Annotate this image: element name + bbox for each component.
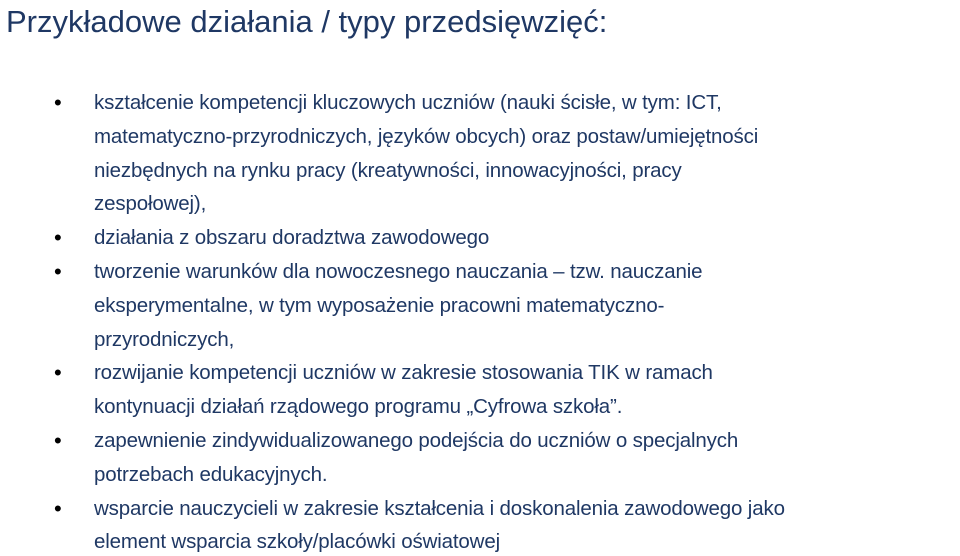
bullet-icon: • bbox=[54, 495, 62, 521]
bullet-text-line: kształcenie kompetencji kluczowych uczniów (nauki ścisłe, w tym: ICT, bbox=[94, 91, 722, 114]
bullet-item-career-counseling bbox=[0, 221, 960, 255]
bullet-item-special-needs bbox=[0, 424, 960, 492]
bullet-icon: • bbox=[54, 225, 62, 251]
bullet-text-line: element wsparcia szkoły/placówki oświatowej bbox=[94, 530, 500, 554]
bullet-text-line: wsparcie nauczycieli w zakresie kształcenia i doskonalenia zawodowego jako bbox=[94, 496, 785, 520]
bullet-icon: • bbox=[54, 427, 62, 453]
bullet-text-line: zespołowej), bbox=[94, 192, 207, 216]
bullet-icon: • bbox=[54, 258, 62, 284]
bullet-text-line: tworzenie warunków dla nowoczesnego nauczania – tzw. nauczanie bbox=[94, 259, 703, 283]
slide-title: Przykładowe działania / typy przedsięwzięć: bbox=[6, 4, 608, 39]
bullet-text-line: zapewnienie zindywidualizowanego podejścia do uczniów o specjalnych bbox=[94, 428, 739, 452]
bullet-item-competences bbox=[0, 86, 960, 221]
bullet-icon: • bbox=[54, 360, 62, 386]
bullet-list bbox=[0, 86, 960, 556]
bullet-item-modern-teaching bbox=[0, 255, 960, 356]
bullet-text-line: rozwijanie kompetencji uczniów w zakresie stosowania TIK w ramach bbox=[94, 361, 713, 385]
bullet-text-line: matematyczno-przyrodniczych, języków obcych) oraz postaw/umiejętności bbox=[94, 124, 759, 148]
bullet-item-ict-skills bbox=[0, 356, 960, 424]
bullet-text-line: działania z obszaru doradztwa zawodowego bbox=[94, 226, 490, 250]
bullet-text-line: niezbędnych na rynku pracy (kreatywności, innowacyjności, pracy bbox=[94, 158, 682, 182]
bullet-text-line: kontynuacji działań rządowego programu „Cyfrowa szkoła”. bbox=[94, 395, 623, 419]
bullet-icon: • bbox=[54, 90, 62, 115]
bullet-text-line: potrzebach edukacyjnych. bbox=[94, 462, 328, 486]
bullet-text-line: przyrodniczych, bbox=[94, 327, 235, 351]
bullet-item-teacher-support bbox=[0, 492, 960, 556]
bullet-text-line: eksperymentalne, w tym wyposażenie pracowni matematyczno- bbox=[94, 293, 665, 317]
